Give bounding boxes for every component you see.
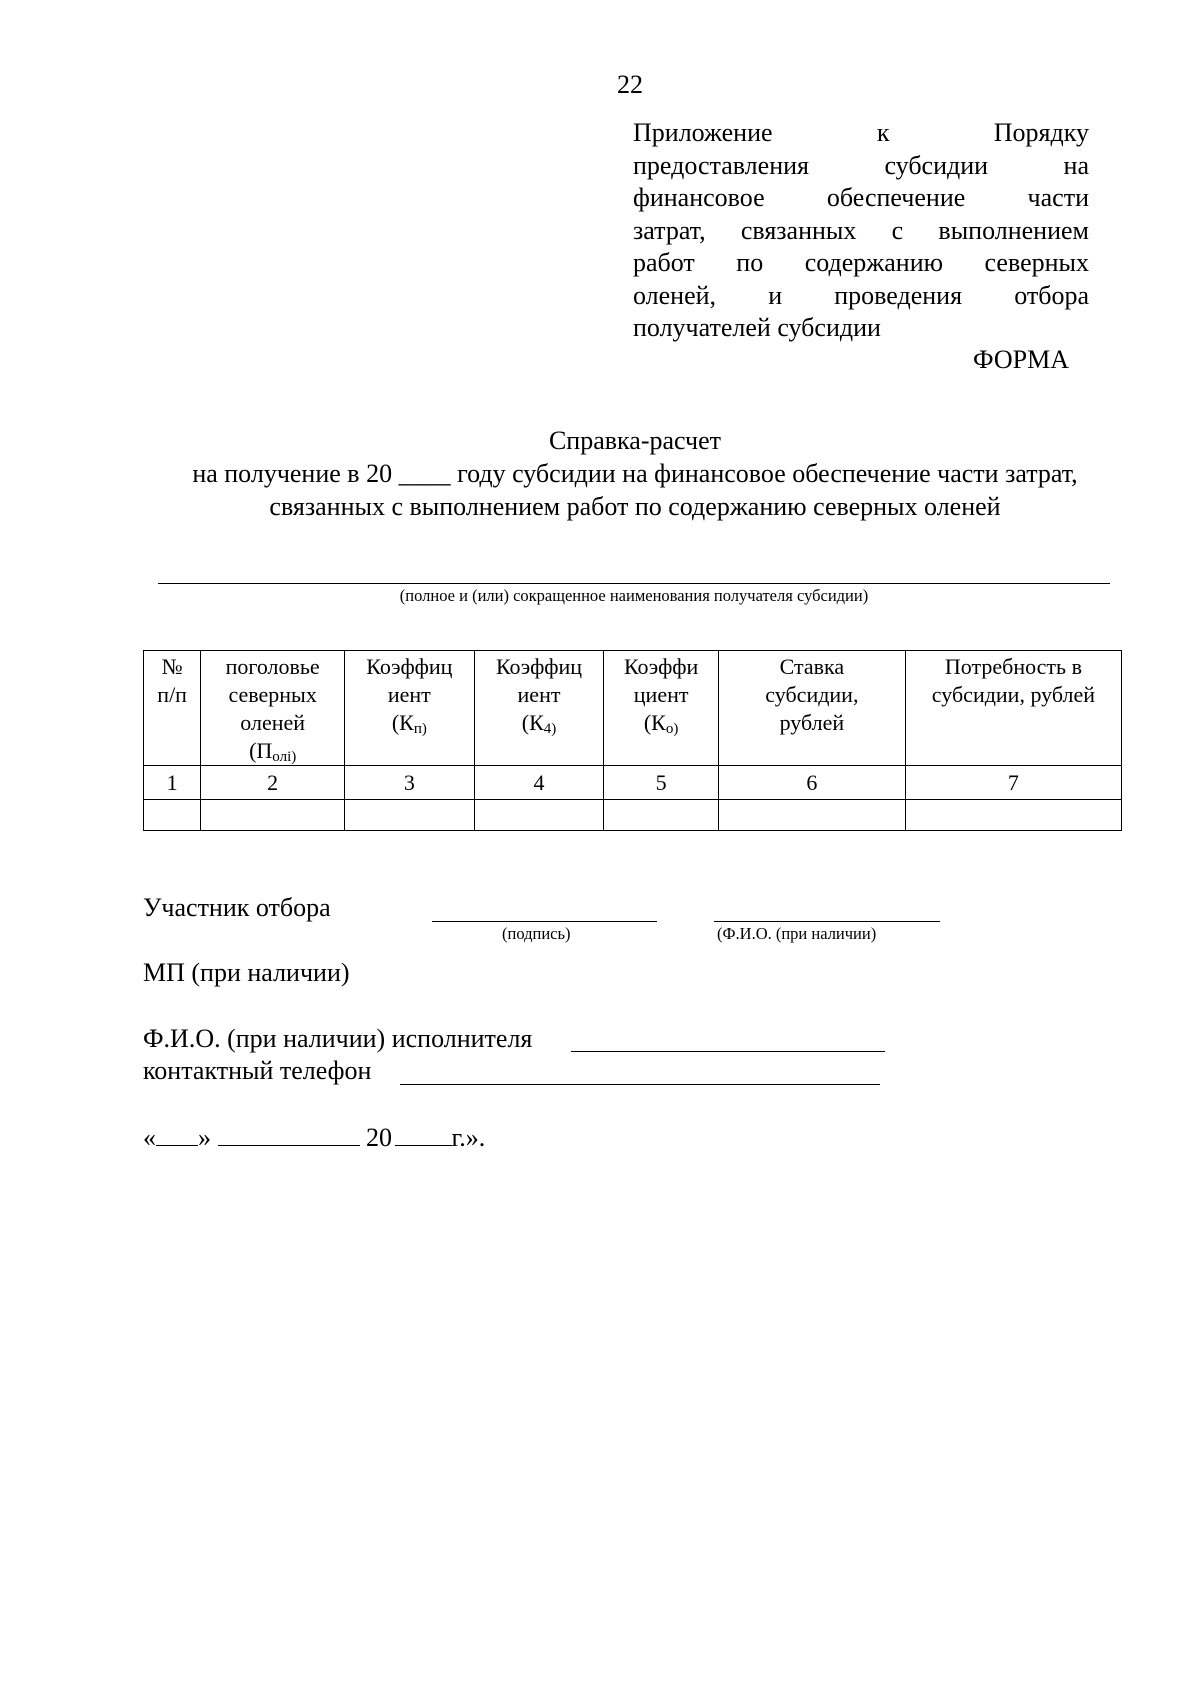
year-prefix: 20 [366, 1123, 392, 1152]
table-header-row [144, 651, 1122, 766]
signature-caption: (подпись) [502, 924, 571, 943]
close-quote: » [198, 1123, 211, 1152]
recipient-caption: (полное и (или) сокращенное наименования получателя субсидии) [399, 586, 869, 605]
calculation-table [143, 650, 1122, 831]
header-subscript: олi) [272, 749, 297, 765]
date-suffix: г.». [451, 1123, 486, 1152]
document-title [0, 424, 1200, 523]
data-cell[interactable] [474, 800, 604, 831]
stamp-label: МП (при наличии) [143, 958, 350, 987]
column-number: 1 [144, 766, 201, 800]
data-cell[interactable] [718, 800, 905, 831]
title-line-1: Справка-расчет [548, 426, 722, 455]
recipient-name-line[interactable] [158, 583, 1110, 584]
header-cell: Коэффи циент ($К_{о)}$ [604, 651, 719, 766]
title-line-3: связанных с выполнением работ по содержанию северных оленей [269, 492, 1001, 521]
appendix-line: работ по содержанию северных [633, 248, 1089, 277]
signature-line[interactable] [432, 921, 657, 922]
appendix-line: получателей субсидии [633, 313, 881, 342]
header-cell: Потребность в субсидии, рублей [905, 651, 1121, 766]
fio-caption: (Ф.И.О. (при наличии) [717, 924, 877, 943]
appendix-line: Приложение к Порядку [633, 118, 1089, 147]
executor-name-line[interactable] [571, 1051, 885, 1052]
participant-label: Участник отбора [143, 893, 331, 922]
month-blank[interactable] [218, 1121, 360, 1146]
header-cell: № п/п [144, 651, 201, 766]
column-number: 5 [604, 766, 719, 800]
appendix-line: затрат, связанных с выполнением [633, 215, 1089, 245]
data-cell[interactable] [345, 800, 475, 831]
column-number: 4 [474, 766, 604, 800]
year-blank[interactable] [395, 1121, 452, 1146]
data-cell[interactable] [144, 800, 201, 831]
header-cell: Коэффиц иент ($К_{п)}$ [345, 651, 475, 766]
executor-label: Ф.И.О. (при наличии) исполнителя [143, 1024, 533, 1053]
column-number: 3 [345, 766, 475, 800]
phone-line[interactable] [400, 1084, 880, 1085]
data-cell[interactable] [201, 800, 345, 831]
title-line-2: на получение в 20 ____ году субсидии на финансовое обеспечение части затрат, [192, 459, 1078, 488]
phone-label: контактный телефон [143, 1056, 372, 1085]
column-number-row [144, 766, 1122, 800]
column-number: 7 [905, 766, 1121, 800]
header-subscript: о) [665, 721, 679, 737]
header-cell: Ставка субсидии, рублей [718, 651, 905, 766]
date-line [143, 1121, 485, 1153]
header-cell: поголовье северных оленей ($П_{олi)}$ [201, 651, 345, 766]
appendix-line: оленей, и проведения отбора [633, 280, 1089, 310]
day-blank[interactable] [156, 1121, 198, 1146]
form-label: ФОРМА [973, 345, 1069, 374]
column-number: 2 [201, 766, 345, 800]
column-number: 6 [718, 766, 905, 800]
header-subscript: п) [413, 721, 427, 737]
header-cell: Коэффиц иент ($К_{4)}$ [474, 651, 604, 766]
open-quote: « [143, 1123, 156, 1152]
page-number: 22 [617, 70, 643, 99]
table-row [144, 800, 1122, 831]
fio-line[interactable] [714, 921, 940, 922]
appendix-header [633, 117, 1089, 345]
data-cell[interactable] [604, 800, 719, 831]
appendix-line: финансовое обеспечение части [633, 183, 1089, 212]
data-cell[interactable] [905, 800, 1121, 831]
appendix-line: предоставления субсидии на [633, 150, 1089, 180]
header-subscript: 4) [543, 721, 557, 737]
